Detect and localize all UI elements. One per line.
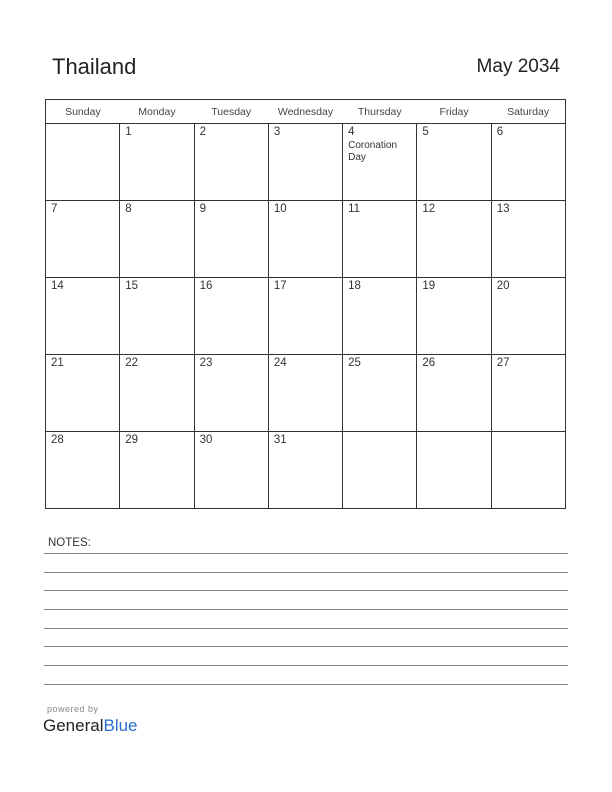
day-cell [120,124,194,201]
day-number: 10 [273,203,287,215]
day-number: 14 [51,280,64,292]
day-cell [343,201,417,278]
day-number [417,432,490,434]
day-cell [194,432,268,509]
day-cell [343,432,417,509]
day-number: 27 [496,357,510,369]
notes-line [44,646,568,647]
day-number: 17 [273,280,287,292]
notes-label: NOTES: [48,537,91,549]
week-row [46,124,566,201]
day-cell [417,124,491,201]
day-cell [46,355,120,432]
week-row [46,201,566,278]
weekday-header-row [46,100,566,124]
notes-line [44,684,568,685]
day-cell [46,124,120,201]
day-number: 11 [348,203,361,215]
weekday-header: Wednesday [268,100,342,124]
week-row [46,432,566,509]
day-number: 6 [496,126,504,138]
day-cell [268,201,342,278]
day-number: 16 [199,280,213,292]
weekday-header: Tuesday [194,100,268,124]
day-number: 18 [348,280,361,292]
day-number: 30 [199,434,213,446]
day-number: 12 [422,203,436,215]
day-cell [417,278,491,355]
day-number [492,432,565,434]
weekday-header: Sunday [46,100,120,124]
day-number: 24 [273,357,287,369]
day-cell [343,124,417,201]
generalblue-logo[interactable] [43,716,138,736]
day-cell [268,278,342,355]
day-cell [194,124,268,201]
day-number: 26 [422,357,436,369]
notes-line [44,590,568,591]
day-number: 21 [51,357,64,369]
notes-line [44,553,568,554]
day-cell [417,432,491,509]
month-year-title: May 2034 [476,56,560,77]
day-cell [417,355,491,432]
day-number: 19 [422,280,436,292]
day-cell [194,201,268,278]
day-number: 28 [51,434,64,446]
weekday-header: Friday [417,100,491,124]
day-cell [46,278,120,355]
week-row [46,355,566,432]
weekday-header: Thursday [343,100,417,124]
day-number: 23 [199,357,213,369]
day-cell [491,124,565,201]
day-cell [268,432,342,509]
day-number: 8 [125,203,132,215]
notes-line [44,665,568,666]
day-cell [491,355,565,432]
day-number: 3 [273,126,281,138]
day-cell [120,355,194,432]
day-cell [417,201,491,278]
day-number: 15 [125,280,139,292]
calendar-grid [45,99,566,509]
day-cell [194,355,268,432]
day-cell [120,278,194,355]
day-cell [491,278,565,355]
day-number: 20 [496,280,510,292]
day-number: 1 [125,126,132,138]
day-cell [194,278,268,355]
weekday-header: Monday [120,100,194,124]
brand-part-general: General [43,716,104,735]
day-cell [491,201,565,278]
day-cell [120,201,194,278]
day-cell [46,201,120,278]
weekday-header: Saturday [491,100,565,124]
day-number: 25 [348,357,361,369]
day-number: 13 [496,203,510,215]
day-number: 31 [273,434,287,446]
day-cell [46,432,120,509]
week-row [46,278,566,355]
day-cell [268,355,342,432]
day-number: 7 [51,203,58,215]
day-number [343,432,416,434]
day-cell [343,355,417,432]
day-number: 4 [348,126,355,138]
day-number: 9 [199,203,206,215]
notes-line [44,609,568,610]
brand-part-blue: Blue [103,716,138,735]
day-cell [343,278,417,355]
day-number [46,124,119,126]
day-number: 22 [125,357,139,369]
powered-by-text: powered by [47,704,99,714]
holiday-label: Coronation Day [348,140,398,163]
day-number: 29 [125,434,139,446]
day-cell [120,432,194,509]
country-title: Thailand [52,54,137,79]
notes-line [44,628,568,629]
day-cell [268,124,342,201]
day-number: 2 [199,126,206,138]
notes-line [44,572,568,573]
day-number: 5 [422,126,429,138]
day-cell [491,432,565,509]
